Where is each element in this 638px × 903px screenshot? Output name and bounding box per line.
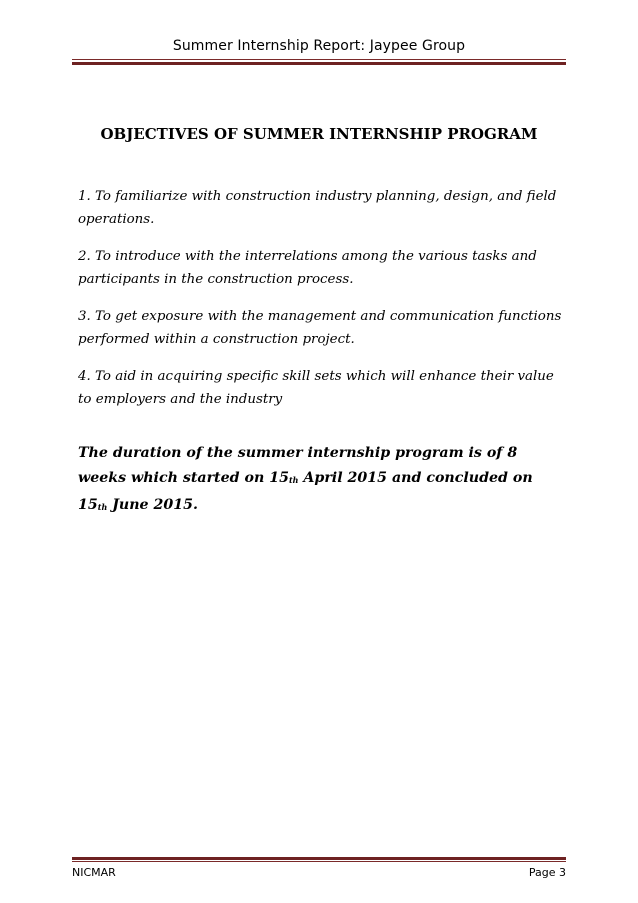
ordinal-suffix: th — [97, 502, 108, 512]
header-title: Summer Internship Report: Jaypee Group — [172, 38, 466, 54]
footer-page-number: Page 3 — [528, 866, 566, 879]
objectives-list — [78, 186, 566, 426]
section-heading: OBJECTIVES OF SUMMER INTERNSHIP PROGRAM — [100, 125, 538, 143]
footer-org: NICMAR — [72, 866, 116, 879]
objective-item: 4. To aid in acquiring specific skill sets which will enhance their value to employers and the industry — [78, 369, 554, 407]
objective-item: 2. To introduce with the interrelations among the various tasks and participants in the construction process. — [78, 249, 537, 287]
footer-rule-thin — [72, 861, 566, 862]
header-rule-thin — [72, 59, 566, 60]
footer-rule-thick — [72, 857, 566, 860]
duration-text-1: The duration of the summer internship program is of 8 weeks which started on 15 — [78, 445, 518, 486]
objective-item: 3. To get exposure with the management and communication functions performed within a construction project. — [78, 309, 562, 347]
ordinal-suffix: th — [288, 475, 299, 485]
duration-statement — [78, 441, 566, 520]
objective-item: 1. To familiarize with construction industry planning, design, and field operations. — [78, 189, 557, 227]
duration-text-3: June 2015. — [107, 497, 198, 513]
header-rule-thick — [72, 62, 566, 65]
duration-text-2: April 2015 and concluded on 15 — [78, 470, 533, 513]
